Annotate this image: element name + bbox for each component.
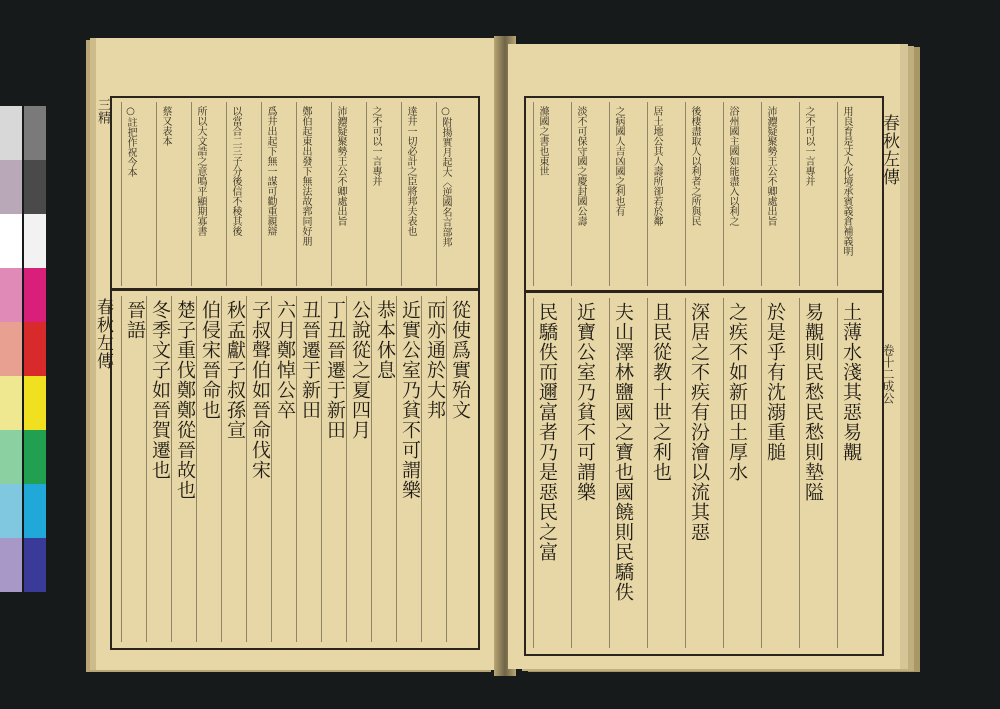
text-column: 恭本休息 (374, 300, 396, 380)
color-swatch (24, 214, 46, 268)
column-rule (121, 296, 122, 642)
color-swatch (24, 484, 46, 538)
text-column: 公說從之夏四月 (349, 300, 371, 440)
text-column: 近實公室乃貧不可謂樂 (399, 300, 421, 500)
column-rule (191, 102, 192, 286)
column-rule (296, 296, 297, 642)
right-side-title: 春秋左傳 (879, 114, 899, 186)
text-column: 土薄水淺其惡易覯 (840, 302, 862, 462)
text-column: 達井一切必計之臣將邦夫表也 (405, 106, 416, 236)
column-rule (837, 298, 838, 648)
column-rule (647, 298, 648, 648)
column-rule (371, 296, 372, 642)
color-swatch (24, 322, 46, 376)
column-rule (121, 102, 122, 286)
text-column: 沛灋疑聚勢王公不卿處出旨 (335, 106, 346, 226)
column-rule (156, 102, 157, 286)
text-column: 晉語 (124, 300, 146, 340)
left-upper-notes (116, 102, 472, 286)
column-rule (366, 102, 367, 286)
column-rule (571, 298, 572, 648)
left-section-divider (110, 288, 480, 291)
right-page (508, 44, 900, 669)
color-swatch (24, 160, 46, 214)
color-swatch (0, 376, 22, 430)
text-column: 所以大文誥之意鳴平顯期寡書 (195, 106, 206, 236)
column-rule (446, 296, 447, 642)
left-main-text (116, 296, 472, 642)
column-rule (346, 296, 347, 642)
color-swatch (0, 268, 22, 322)
text-column: 六月鄭悼公卒 (274, 300, 296, 420)
text-column: 爲井出起下無一謀可勸重親辯 (265, 106, 276, 236)
column-rule (685, 298, 686, 648)
color-swatch (0, 106, 22, 160)
text-column: 夫山澤林鹽國之寶也國饒則民驕佚 (612, 302, 634, 602)
right-main-text (530, 298, 876, 648)
column-rule (261, 102, 262, 286)
text-column: 居土地公其人壽所卻若於鄰 (651, 106, 662, 226)
column-rule (171, 296, 172, 642)
column-rule (246, 296, 247, 642)
text-column: 滌國之書也東世 (537, 106, 548, 176)
column-rule (533, 102, 534, 286)
text-column: 丁丑晉遷于新田 (324, 300, 346, 440)
text-column: 民驕佚而邇富者乃是惡民之富 (536, 302, 558, 562)
column-rule (221, 296, 222, 642)
text-column: 用良育是丈人化境承賓義倉補義明 (841, 106, 852, 256)
text-column: 以當合二三子分後信不稜其後 (230, 106, 241, 236)
color-calibration-strip (0, 106, 48, 596)
text-column: 楚子重伐鄭鄭從晉故也 (174, 300, 196, 500)
text-column: 蔡又表本 (160, 106, 171, 146)
right-upper-notes (530, 102, 876, 286)
text-column: 之不可以一言專并 (803, 106, 814, 186)
color-swatch (24, 430, 46, 484)
color-swatch (0, 430, 22, 484)
text-column: 後棲盡取人以利者之所與民 (689, 106, 700, 226)
text-column: 深居之不疾有汾澮以流其惡 (688, 302, 710, 542)
text-column: 易覯則民愁民愁則墊隘 (802, 302, 824, 502)
text-column: 伯侵宋晉命也 (199, 300, 221, 420)
text-column: 之病國人吉凶國之利也有 (613, 106, 624, 216)
column-rule (421, 296, 422, 642)
color-swatch (0, 214, 22, 268)
color-swatch (0, 160, 22, 214)
text-column: 從使爲實殆文 (449, 300, 471, 420)
left-side-title: 春秋左傳 (93, 298, 113, 370)
column-rule (396, 296, 397, 642)
column-rule (799, 102, 800, 286)
column-rule (799, 298, 800, 648)
column-rule (723, 102, 724, 286)
column-rule (533, 298, 534, 648)
text-column: 之疾不如新田土厚水 (726, 302, 748, 482)
text-column: ○註把作祝今本 (125, 106, 136, 177)
text-column: 之不可以一言專并 (370, 106, 381, 186)
column-rule (271, 296, 272, 642)
column-rule (571, 102, 572, 286)
text-column: 且民從教十世之利也 (650, 302, 672, 482)
text-column: 鄭伯起東出發下無法故郛同好朋 (300, 106, 311, 246)
column-rule (761, 102, 762, 286)
column-rule (436, 102, 437, 286)
column-rule (401, 102, 402, 286)
text-column: 子叔聲伯如晉命伐宋 (249, 300, 271, 480)
color-swatch (24, 376, 46, 430)
color-swatch (24, 268, 46, 322)
column-rule (685, 102, 686, 286)
column-rule (647, 102, 648, 286)
text-column: 秋孟獻子叔孫宣 (224, 300, 246, 440)
column-rule (296, 102, 297, 286)
column-rule (321, 296, 322, 642)
column-rule (761, 298, 762, 648)
column-rule (723, 298, 724, 648)
column-rule (196, 296, 197, 642)
column-rule (226, 102, 227, 286)
text-column: 淡不可保守國之慶封國公壽 (575, 106, 586, 226)
left-edge-label: 三精 (95, 98, 110, 124)
text-column: 而亦通於大邦 (424, 300, 446, 420)
text-column: 於是乎有沈溺重膇 (764, 302, 786, 462)
text-column: 丑晉遷于新田 (299, 300, 321, 420)
color-swatch (0, 484, 22, 538)
color-swatch (24, 538, 46, 592)
column-rule (609, 298, 610, 648)
column-rule (146, 296, 147, 642)
text-column: 浴州國主國如能盡入以利之 (727, 106, 738, 226)
color-swatch (24, 106, 46, 160)
text-column: 冬季文子如晉賀遷也 (149, 300, 171, 480)
column-rule (609, 102, 610, 286)
text-column: 近寶公室乃貧不可謂樂 (574, 302, 596, 502)
column-rule (331, 102, 332, 286)
left-page (93, 38, 501, 670)
right-section-divider (524, 290, 884, 293)
text-column: ○附揚實月起大〈逆國名言部邦 (440, 106, 451, 247)
right-side-subtitle: 卷十二成公 (881, 344, 895, 404)
color-swatch (0, 538, 22, 592)
color-swatch (0, 322, 22, 376)
text-column: 沛灋疑聚勢王公不卿處出旨 (765, 106, 776, 226)
column-rule (837, 102, 838, 286)
